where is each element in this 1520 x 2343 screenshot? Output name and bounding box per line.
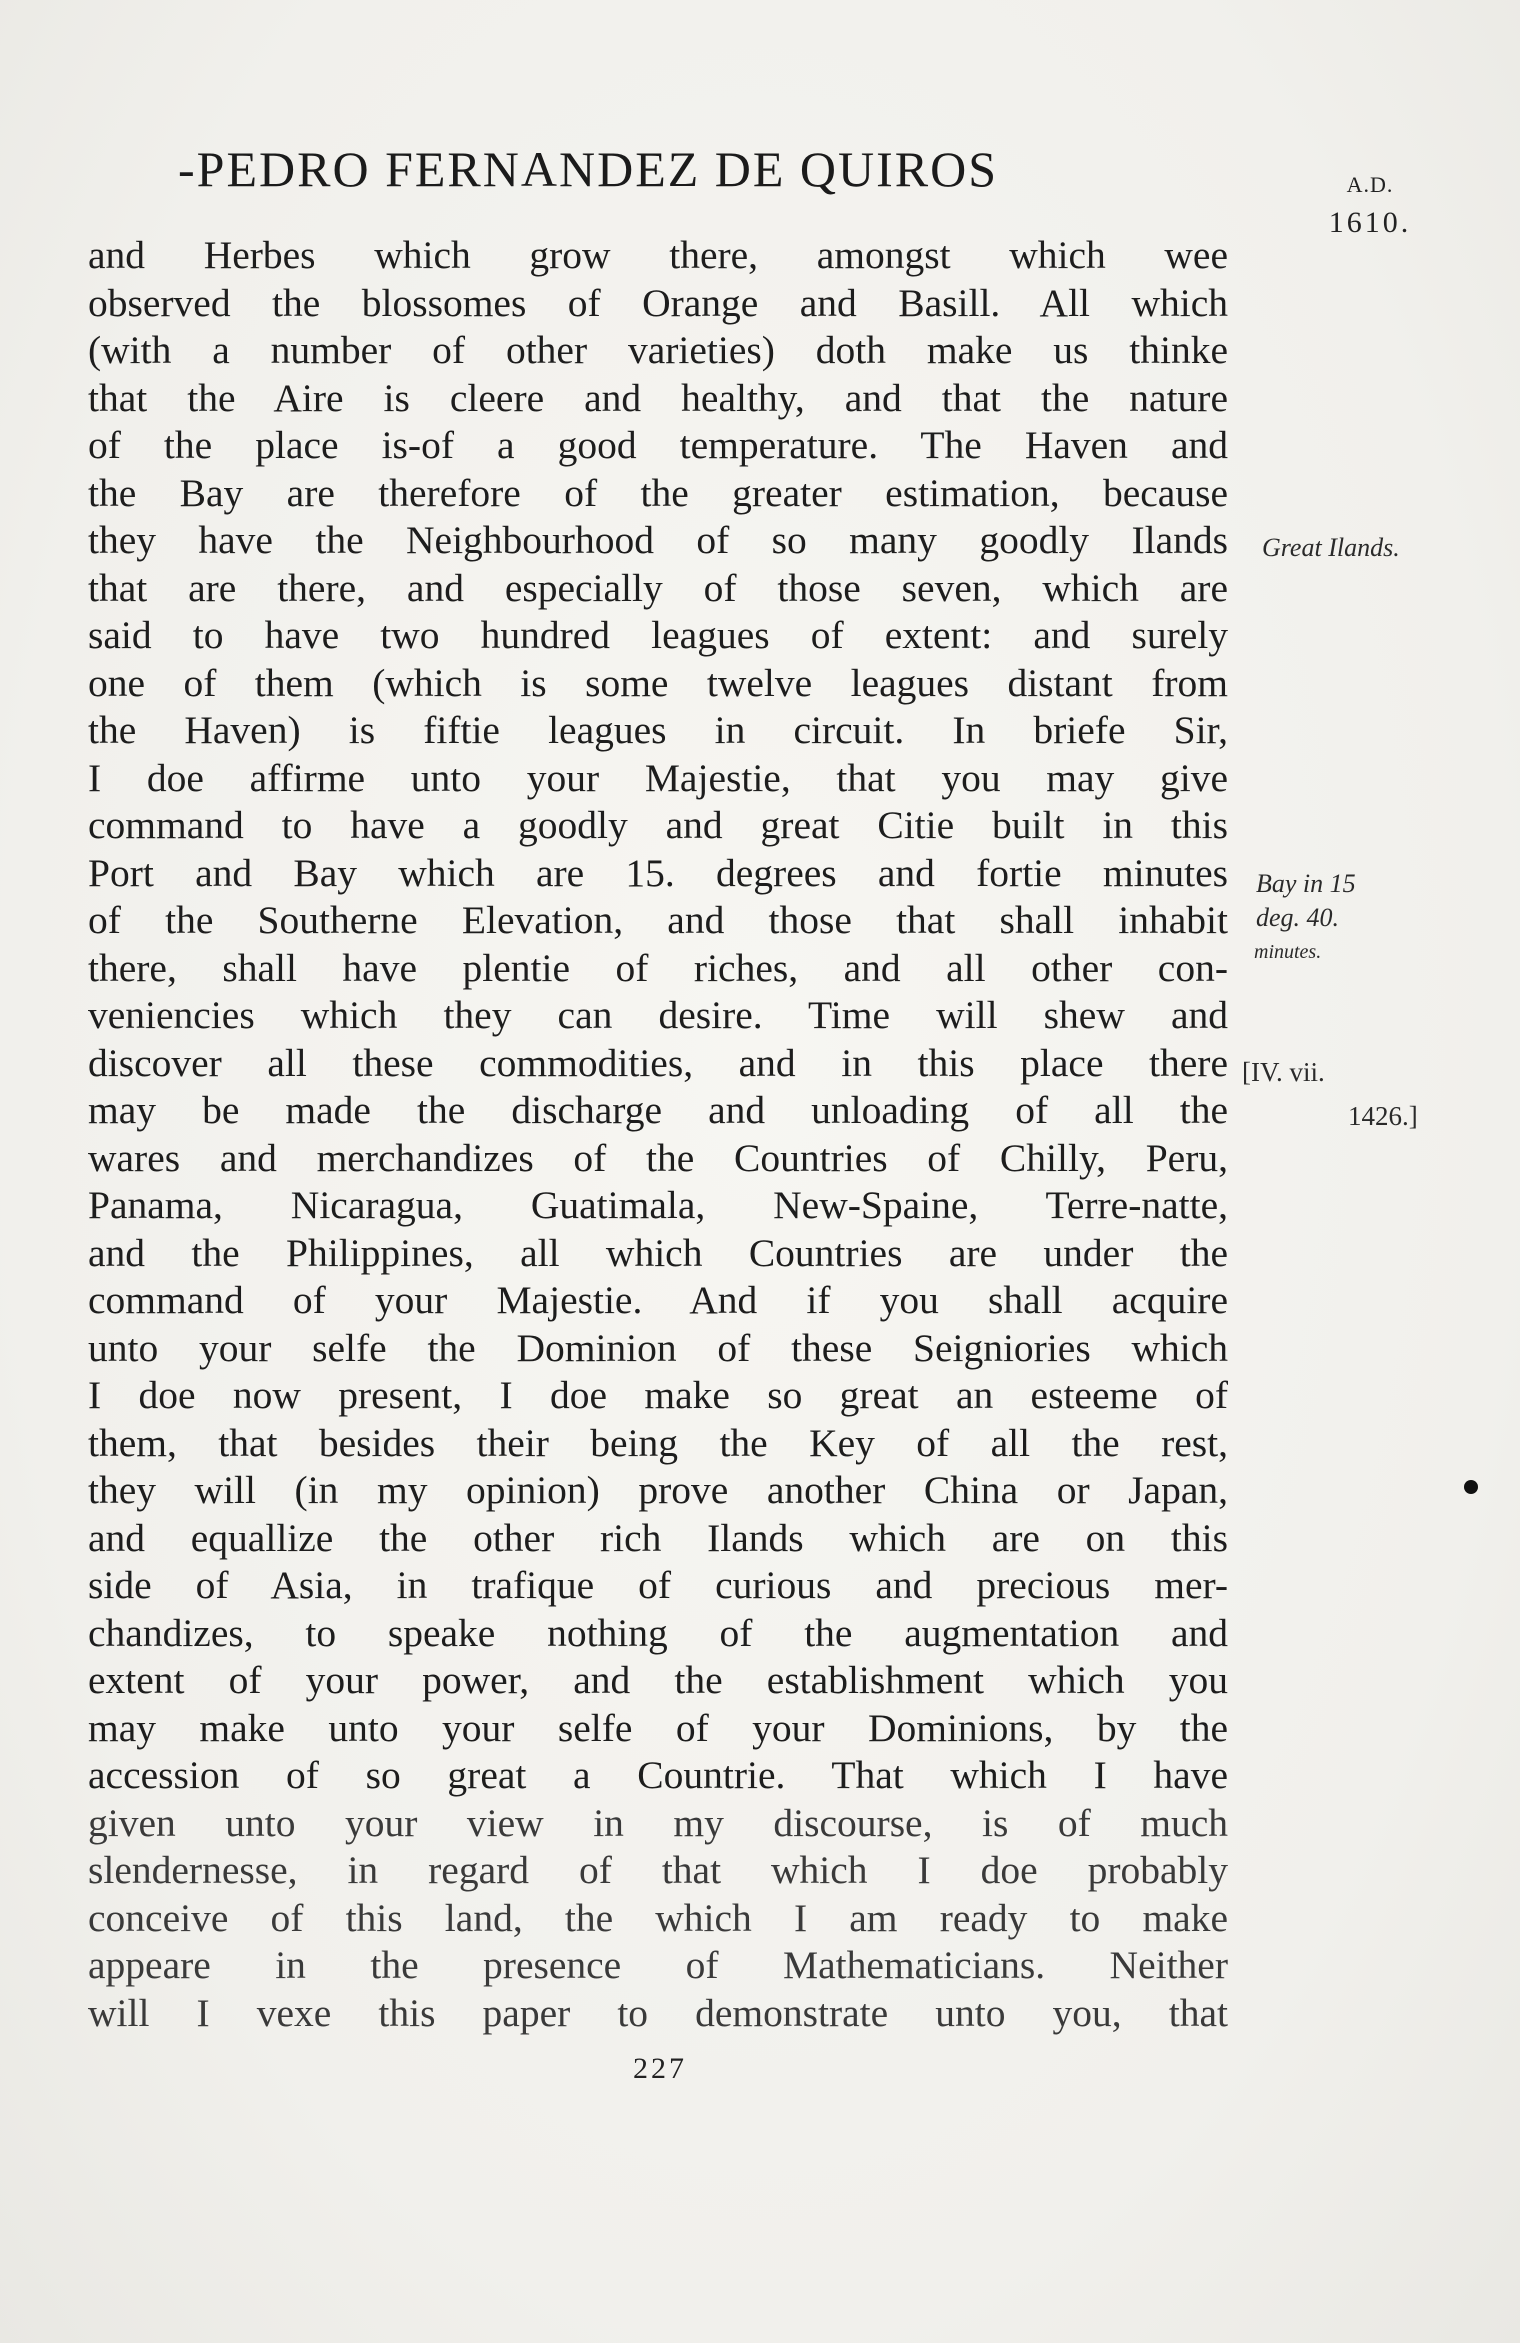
text-line: the Haven) is fiftie leagues in circuit. In briefe Sir,: [88, 708, 1228, 752]
text-line: Panama, Nicaragua, Guatimala, New-Spaine, Terre-natte,: [88, 1183, 1228, 1227]
margin-note-page-ref: 1426.]: [1348, 1101, 1418, 1131]
margin-era: A.D.: [1346, 172, 1394, 197]
text-line: will I vexe this paper to demonstrate unto you, that: [88, 1990, 1228, 2035]
text-line: slendernesse, in regard of that which I doe probably: [88, 1848, 1228, 1892]
margin-date: [1320, 166, 1420, 242]
text-line: I doe now present, I doe make so great an esteeme of: [88, 1373, 1228, 1417]
text-line: command of your Majestie. And if you shall acquire: [88, 1278, 1228, 1322]
text-line: one of them (which is some twelve leagues distant from: [88, 660, 1228, 705]
text-line: conceive of this land, the which I am ready to make: [88, 1895, 1228, 1940]
running-title: -PEDRO FERNANDEZ DE QUIROS: [178, 141, 999, 197]
text-line: extent of your power, and the establishment which you: [88, 1658, 1228, 1702]
text-line: of the Southerne Elevation, and those that shall inhabit: [88, 898, 1228, 942]
page-number: 227: [633, 2052, 687, 2085]
text-line: command to have a goodly and great Citie built in this: [88, 803, 1228, 847]
text-line: unto your selfe the Dominion of these Seigniories which: [88, 1325, 1228, 1370]
text-line: Port and Bay which are 15. degrees and fortie minutes: [88, 850, 1228, 895]
body-text: [88, 232, 1228, 2037]
text-line: the Bay are therefore of the greater estimation, because: [88, 470, 1228, 515]
text-line: appeare in the presence of Mathematicians. Neither: [88, 1943, 1228, 1987]
text-line: of the place is-of a good temperature. The Haven and: [88, 423, 1228, 467]
text-line: given unto your view in my discourse, is of much: [88, 1800, 1228, 1845]
text-line: that are there, and especially of those seven, which are: [88, 565, 1228, 610]
margin-note-bay-degrees-3: minutes.: [1254, 941, 1322, 963]
text-line: chandizes, to speake nothing of the augmentation and: [88, 1610, 1228, 1655]
margin-note-great-ilands: Great Ilands.: [1262, 533, 1400, 562]
text-line: wares and merchandizes of the Countries of Chilly, Peru,: [88, 1135, 1228, 1180]
text-line: I doe affirme unto your Majestie, that you may give: [88, 755, 1228, 800]
text-line: they will (in my opinion) prove another China or Japan,: [88, 1468, 1228, 1512]
text-line: there, shall have plentie of riches, and all other con-: [88, 945, 1228, 990]
text-line: they have the Neighbourhood of so many goodly Ilands: [88, 518, 1228, 562]
margin-note-bay-degrees-2: deg. 40.: [1256, 903, 1340, 932]
margin-note-volume-ref: [IV. vii.: [1242, 1057, 1325, 1087]
text-line: and the Philippines, all which Countries are under the: [88, 1230, 1228, 1275]
margin-note-bay-degrees: Bay in 15: [1256, 869, 1356, 898]
text-line: discover all these commodities, and in this place there: [88, 1040, 1228, 1085]
text-line: veniencies which they can desire. Time will shew and: [88, 993, 1228, 1037]
text-line: and Herbes which grow there, amongst which wee: [88, 233, 1228, 277]
text-line: observed the blossomes of Orange and Basill. All which: [88, 280, 1228, 325]
text-line: them, that besides their being the Key of all the rest,: [88, 1420, 1228, 1465]
text-line: may be made the discharge and unloading of all the: [88, 1088, 1228, 1132]
text-line: and equallize the other rich Ilands which are on this: [88, 1515, 1228, 1560]
margin-year: 1610.: [1328, 206, 1412, 239]
text-line: may make unto your selfe of your Dominions, by the: [88, 1705, 1228, 1750]
text-line: (with a number of other varieties) doth make us thinke: [88, 328, 1228, 372]
text-line: that the Aire is cleere and healthy, and that the nature: [88, 375, 1228, 420]
text-line: accession of so great a Countrie. That which I have: [88, 1753, 1228, 1797]
text-line: side of Asia, in trafique of curious and precious mer-: [88, 1563, 1228, 1607]
text-line: said to have two hundred leagues of extent: and surely: [88, 613, 1228, 657]
ink-speck: [1464, 1480, 1478, 1494]
